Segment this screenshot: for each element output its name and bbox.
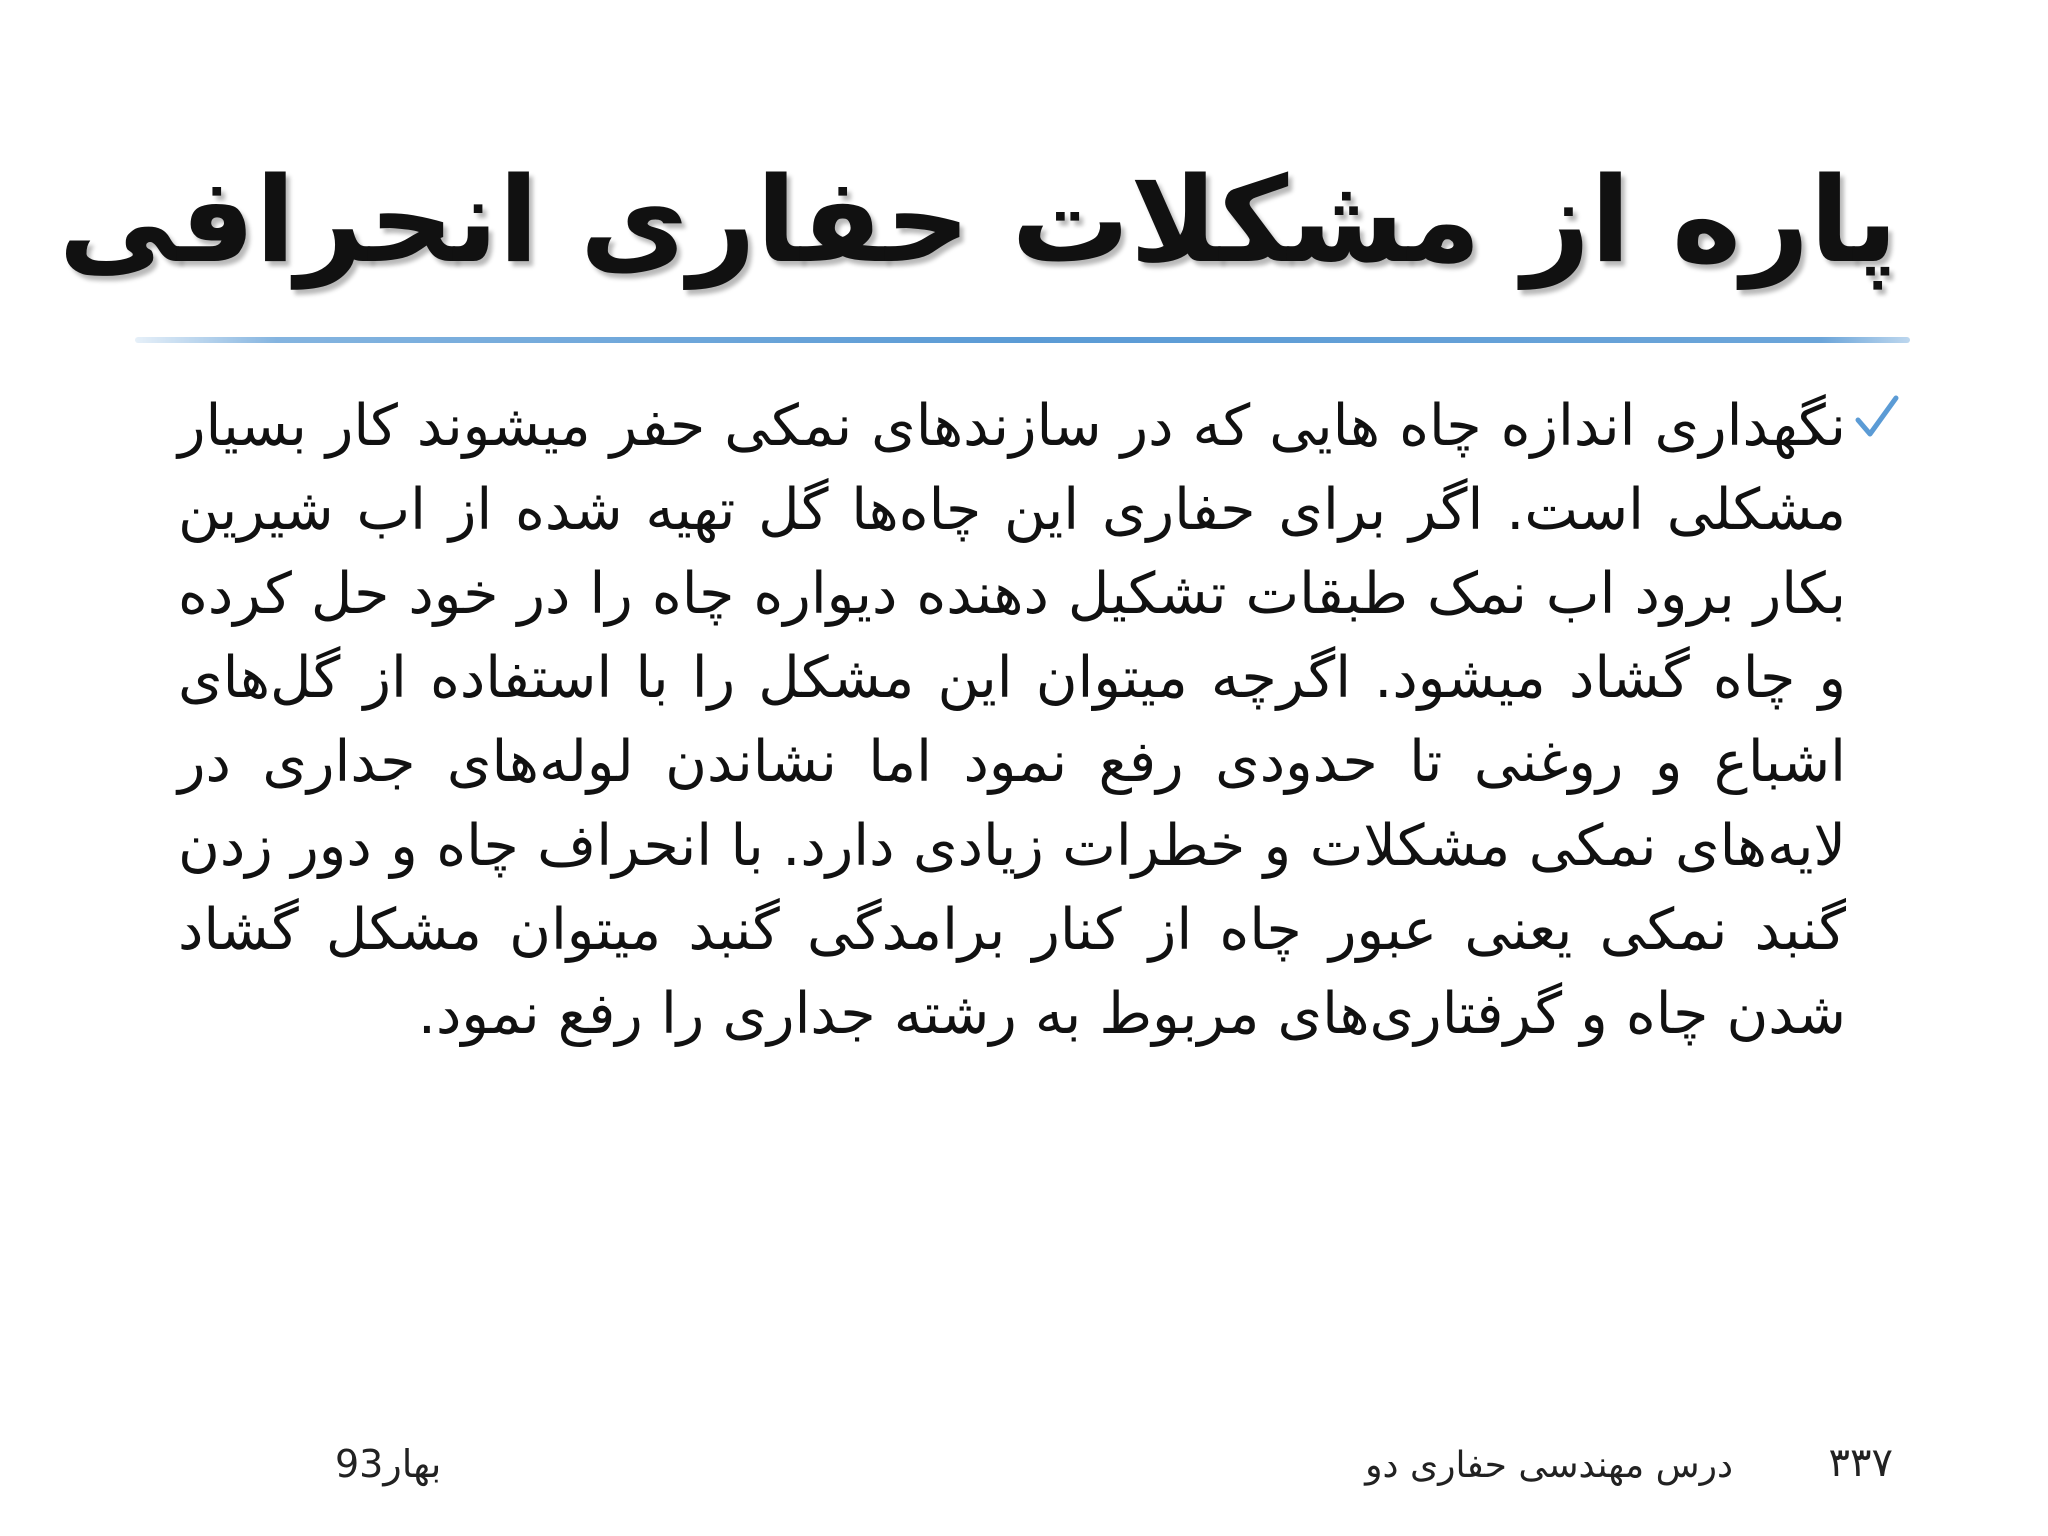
page-number: ۳۳۷	[1828, 1440, 1893, 1486]
slide-content	[178, 384, 1898, 1056]
bullet-item	[178, 384, 1898, 1056]
footer-term: بهار93	[335, 1442, 442, 1486]
checkmark-icon	[1854, 392, 1900, 442]
footer-course-name: درس مهندسی حفاری دو	[1365, 1445, 1733, 1486]
title-divider	[135, 336, 1910, 344]
slide-title: پاره از مشکلات حفاری انحرافی	[58, 151, 1898, 289]
bullet-text: نگهداری اندازه چاه هایی که در سازندهای نمکی حفر میشوند کار بسیار مشکلی است. اگر برای حفاری این چاه‌ها گل تهیه شده از اب شیرین بکار برود اب نمک طبقات تشکیل دهنده دیواره چاه را در خود حل کرده و چاه گشاد میشود. اگرچه میتوان این مشکل را با استفاده از گل‌های اشباع و روغنی تا حدودی رفع نمود اما نشاندن لوله‌های جداری در لایه‌های نمکی مشکلات و خطرات زیادی دارد. با انحراف چاه و دور زدن گنبد نمکی یعنی عبور چاه از کنار برامدگی گنبد میتوان مشکل گشاد شدن چاه و گرفتاری‌های مربوط به رشته جداری را رفع نمود.	[178, 393, 1846, 1047]
